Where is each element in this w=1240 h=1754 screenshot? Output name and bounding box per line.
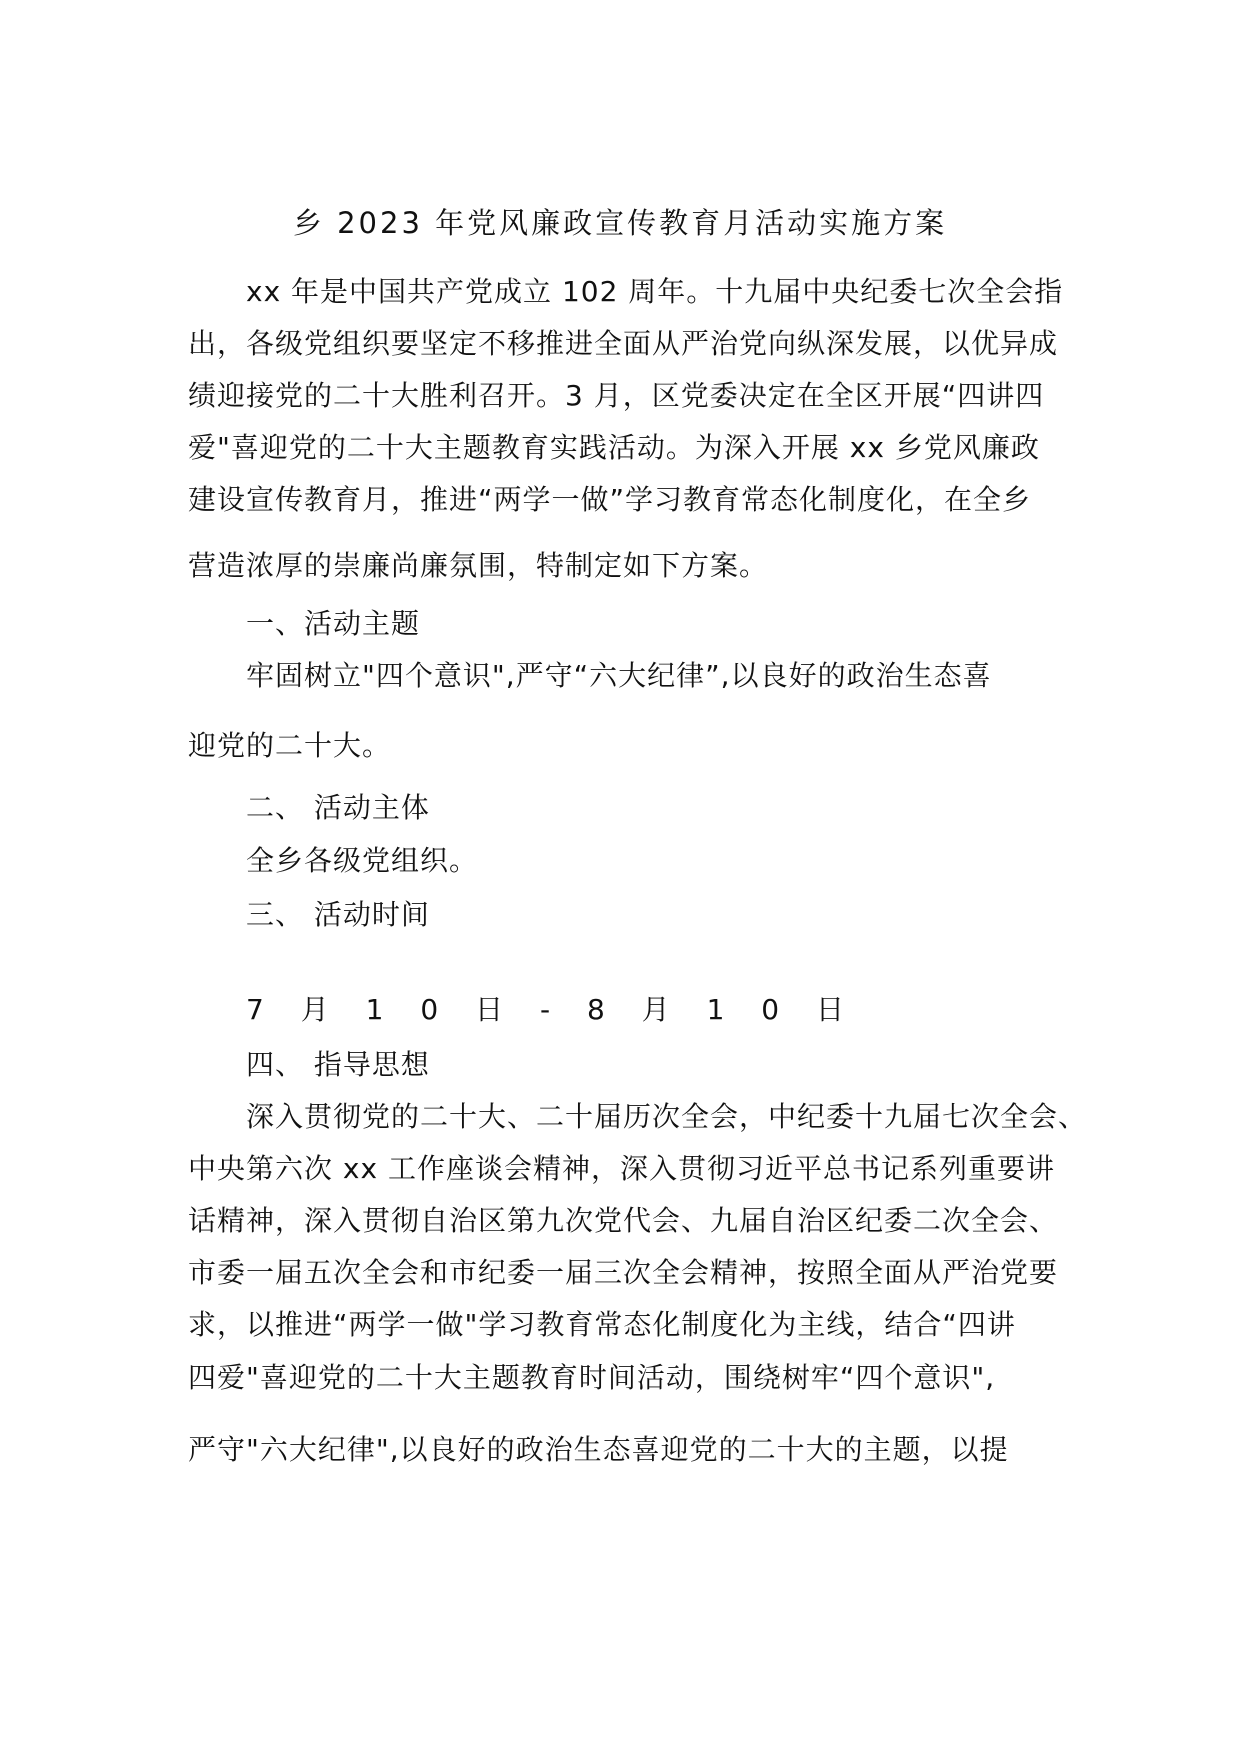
section-heading-4: 四、 指导思想	[246, 1048, 430, 1081]
paragraph-line: 深入贯彻党的二十大、二十届历次全会，中纪委十九届七次全会、	[246, 1100, 1088, 1133]
paragraph-line: 绩迎接党的二十大胜利召开。3 月，区党委决定在全区开展“四讲四	[188, 379, 1045, 412]
section-heading-3: 三、 活动时间	[246, 898, 430, 931]
paragraph-line: 出，各级党组织要坚定不移推进全面从严治党向纵深发展，以优异成	[188, 327, 1059, 360]
section-heading-1: 一、活动主题	[246, 607, 421, 640]
paragraph-line: 话精神，深入贯彻自治区第九次党代会、九届自治区纪委二次全会、	[188, 1204, 1059, 1237]
document-title: 乡 2023 年党风廉政宣传教育月活动实施方案	[292, 206, 948, 240]
paragraph-line: 全乡各级党组织。	[246, 844, 479, 877]
section-heading-2: 二、 活动主体	[246, 791, 430, 824]
paragraph-line: 严守"六大纪律",以良好的政治生态喜迎党的二十大的主题，以提	[188, 1433, 1009, 1466]
paragraph-line: 牢固树立"四个意识",严守“六大纪律”,以良好的政治生态喜	[246, 659, 992, 692]
paragraph-line: 求，以推进“两学一做"学习教育常态化制度化为主线，结合“四讲	[188, 1308, 1016, 1341]
paragraph-line: 中央第六次 xx 工作座谈会精神，深入贯彻习近平总书记系列重要讲	[188, 1152, 1055, 1185]
date-range: 7 月 1 0 日 - 8 月 1 0 日	[246, 993, 858, 1026]
paragraph-line: 市委一届五次全会和市纪委一届三次全会精神，按照全面从严治党要	[188, 1256, 1059, 1289]
paragraph-line: xx 年是中国共产党成立 102 周年。十九届中央纪委七次全会指	[246, 275, 1064, 308]
paragraph-line: 爱"喜迎党的二十大主题教育实践活动。为深入开展 xx 乡党风廉政	[188, 431, 1040, 464]
paragraph-line: 迎党的二十大。	[188, 729, 392, 762]
paragraph-line: 四爱"喜迎党的二十大主题教育时间活动，围绕树牢“四个意识",	[188, 1361, 996, 1394]
paragraph-line: 建设宣传教育月，推进“两学一做”学习教育常态化制度化，在全乡	[188, 483, 1032, 516]
paragraph-line: 营造浓厚的崇廉尚廉氛围，特制定如下方案。	[188, 549, 769, 582]
